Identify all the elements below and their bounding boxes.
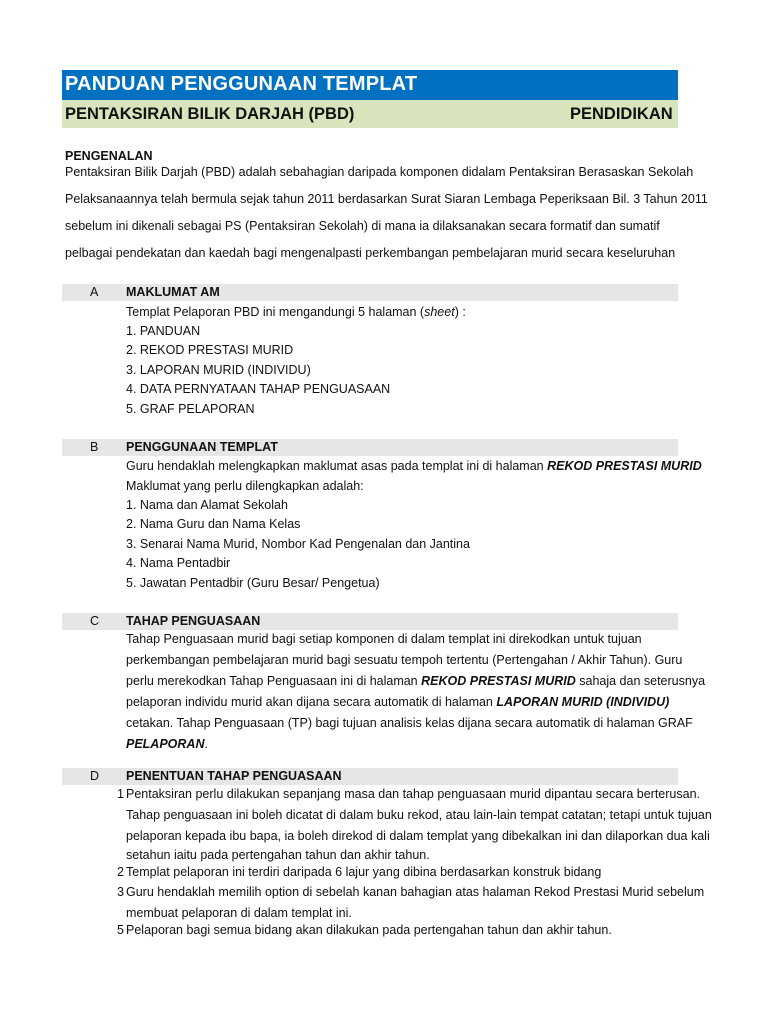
section-a-header <box>62 284 678 301</box>
lead-text: Guru hendaklah melengkapkan maklumat asas pada templat ini di halaman <box>126 459 548 473</box>
item-number: 5 <box>117 923 124 937</box>
item-number: 2 <box>117 865 124 879</box>
page-subtitle: PENTAKSIRAN BILIK DARJAH (PBD) <box>65 105 355 123</box>
lead-text-end: ) : <box>454 305 466 319</box>
section-c-line: Tahap Penguasaan murid bagi setiap komponen di dalam templat ini direkodkan untuk tujuan <box>126 632 642 646</box>
list-item: 3. Senarai Nama Murid, Nombor Kad Pengenalan dan Jantina <box>126 537 470 551</box>
section-d-line: setahun iaitu pada pertengahan tahun dan akhir tahun. <box>126 848 430 862</box>
subtitle-right: PENDIDIKAN <box>570 105 673 123</box>
list-item: 2. Nama Guru dan Nama Kelas <box>126 517 301 531</box>
section-b-line: Maklumat yang perlu dilengkapkan adalah: <box>126 479 364 493</box>
line-emphasis: LAPORAN MURID (INDIVIDU) <box>496 695 670 709</box>
section-d-line: pelaporan kepada ibu bapa, ia boleh direkod di dalam templat yang dibekalkan ini dan dilaporkan dua kali <box>126 829 710 843</box>
section-d-line: Pentaksiran perlu dilakukan sepanjang masa dan tahap penguasaan murid dipantau secara berterusan. <box>126 787 700 801</box>
intro-line: pelbagai pendekatan dan kaedah bagi mengenalpasti perkembangan pembelajaran murid secara keseluruhan <box>65 246 676 260</box>
section-letter: C <box>90 614 100 628</box>
list-item: 1. Nama dan Alamat Sekolah <box>126 498 288 512</box>
section-c-line: cetakan. Tahap Penguasaan (TP) bagi tujuan analisis kelas dijana secara automatik di halaman GRAF <box>126 716 693 730</box>
list-item: 3. LAPORAN MURID (INDIVIDU) <box>126 363 311 377</box>
section-c-line <box>126 673 705 689</box>
item-number: 1 <box>117 787 124 801</box>
section-d-line: Templat pelaporan ini terdiri daripada 6 lajur yang dibina berdasarkan konstruk bidang <box>126 865 602 879</box>
section-c-line <box>126 736 208 752</box>
section-heading: PENENTUAN TAHAP PENGUASAAN <box>126 769 342 783</box>
line-text-end: . <box>204 737 208 751</box>
list-item: 2. REKOD PRESTASI MURID <box>126 343 294 357</box>
section-heading: TAHAP PENGUASAAN <box>126 614 261 628</box>
line-emphasis: REKOD PRESTASI MURID <box>421 674 576 688</box>
section-d-line: Tahap penguasaan ini boleh dicatat di dalam buku rekod, atau lain-lain tempat catatan; tetapi untuk tujuan <box>126 808 712 822</box>
section-letter: D <box>90 769 100 783</box>
lead-text: Templat Pelaporan PBD ini mengandungi 5 halaman ( <box>126 305 425 319</box>
section-letter: B <box>90 440 99 454</box>
subtitle-banner <box>62 100 678 128</box>
line-emphasis: PELAPORAN <box>126 737 205 751</box>
section-d-header <box>62 768 678 785</box>
section-heading: PENGGUNAAN TEMPLAT <box>126 440 278 454</box>
spreadsheet-guide-sheet <box>62 70 712 950</box>
line-text-end: sahaja dan seterusnya <box>575 674 706 688</box>
list-item: 5. Jawatan Pentadbir (Guru Besar/ Pengetua) <box>126 576 380 590</box>
section-d-line: Guru hendaklah memilih option di sebelah kanan bahagian atas halaman Rekod Prestasi Murid sebelum <box>126 885 705 899</box>
intro-heading: PENGENALAN <box>65 149 153 163</box>
item-number: 3 <box>117 885 124 899</box>
page-title: PANDUAN PENGGUNAAN TEMPLAT <box>65 73 418 95</box>
section-a-lead <box>126 304 466 320</box>
list-item: 4. DATA PERNYATAAN TAHAP PENGUASAAN <box>126 382 391 396</box>
lead-emphasis: sheet <box>424 305 455 319</box>
list-item: 1. PANDUAN <box>126 324 201 338</box>
section-b-lead <box>126 458 702 474</box>
section-d-line: membuat pelaporan di dalam templat ini. <box>126 906 352 920</box>
title-banner <box>62 70 678 100</box>
line-text: pelaporan individu murid akan dijana secara automatik di halaman <box>126 695 497 709</box>
list-item: 4. Nama Pentadbir <box>126 556 231 570</box>
section-d-line: Pelaporan bagi semua bidang akan dilakukan pada pertengahan tahun dan akhir tahun. <box>126 923 612 937</box>
intro-line: sebelum ini dikenali sebagai PS (Pentaksiran Sekolah) di mana ia dilaksanakan secara formatif dan sumatif <box>65 219 660 233</box>
section-letter: A <box>90 285 99 299</box>
section-c-header <box>62 613 678 630</box>
list-item: 5. GRAF PELAPORAN <box>126 402 255 416</box>
section-heading: MAKLUMAT AM <box>126 285 220 299</box>
section-c-line <box>126 694 669 710</box>
line-text: perlu merekodkan Tahap Penguasaan ini di halaman <box>126 674 422 688</box>
section-c-line: perkembangan pembelajaran murid bagi sesuatu tempoh tertentu (Pertengahan / Akhir Tahun). Guru <box>126 653 683 667</box>
intro-line: Pentaksiran Bilik Darjah (PBD) adalah sebahagian daripada komponen didalam Pentaksiran Berasaskan Sekolah <box>65 165 694 179</box>
lead-emphasis: REKOD PRESTASI MURID <box>547 459 702 473</box>
intro-line: Pelaksanaannya telah bermula sejak tahun 2011 berdasarkan Surat Siaran Lembaga Peperiksaan Bil. 3 Tahun 2011 <box>65 192 708 206</box>
section-b-header <box>62 439 678 456</box>
